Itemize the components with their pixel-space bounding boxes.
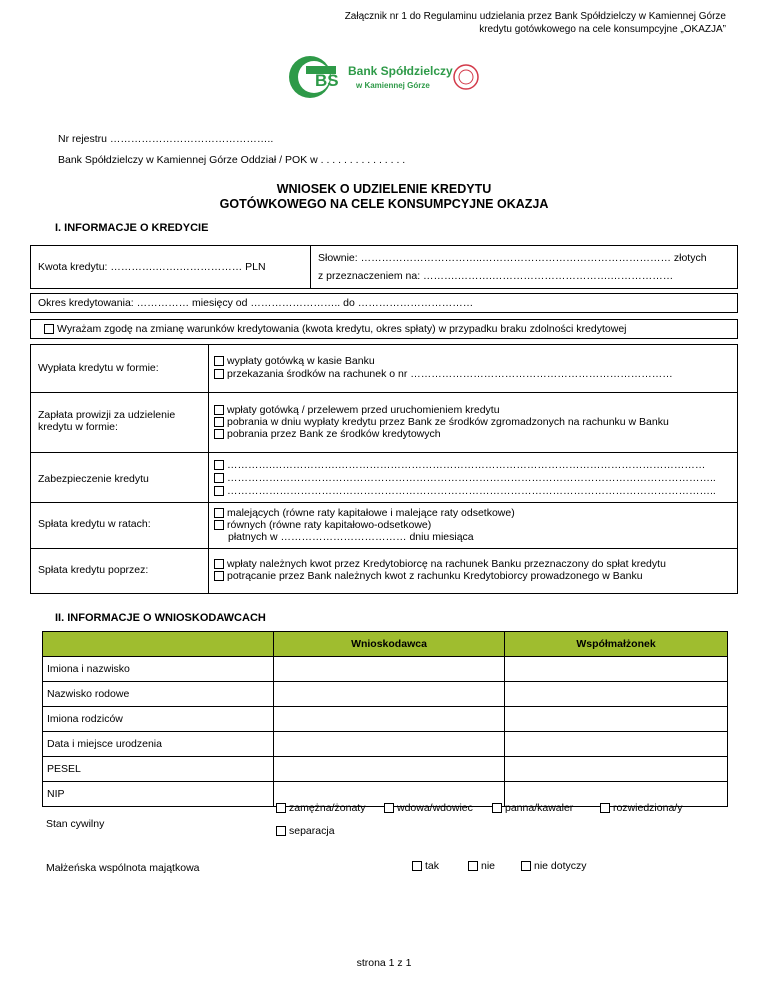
checkbox[interactable] — [412, 861, 422, 871]
logo-mark: BS — [315, 71, 339, 90]
spouse-pesel-cell[interactable] — [505, 757, 728, 782]
row-label-nip: NIP — [43, 782, 274, 807]
annex-header — [345, 10, 726, 36]
checkbox[interactable] — [214, 508, 224, 518]
payout-option-cash[interactable]: wypłaty gotówką w kasie Banku — [214, 355, 375, 367]
checkbox[interactable] — [214, 559, 224, 569]
col-spouse: Współmałżonek — [505, 632, 728, 657]
checkbox[interactable] — [214, 571, 224, 581]
applicant-names-cell[interactable] — [274, 657, 505, 682]
repayment-option-transfer[interactable]: wpłaty należnych kwot przez Kredytobiorcę na rachunek Banku przeznaczony do spłat kredytu — [214, 558, 666, 570]
checkbox[interactable] — [214, 429, 224, 439]
consent-option[interactable] — [44, 323, 627, 335]
marital-status-label: Stan cywilny — [46, 818, 105, 830]
section-2-heading: II. INFORMACJE O WNIOSKODAWCACH — [55, 612, 266, 624]
row-label-birth: Data i miejsce urodzenia — [43, 732, 274, 757]
installment-day-field[interactable]: płatnych w ……………………………… dniu miesiąca — [228, 531, 474, 543]
section-1-heading: I. INFORMACJE O KREDYCIE — [55, 222, 209, 234]
installments-option-equal[interactable]: równych (równe raty kapitałowo-odsetkowe) — [214, 519, 431, 531]
payout-label: Wypłata kredytu w formie: — [38, 362, 159, 374]
commission-label-1: Zapłata prowizji za udzielenie — [38, 409, 176, 421]
registry-number: Nr rejestru ……………………………………….. — [58, 133, 274, 145]
form-title — [0, 182, 768, 212]
table-row — [43, 732, 728, 757]
applicants-header-row — [43, 632, 728, 657]
property-option-yes[interactable]: tak — [412, 860, 439, 872]
checkbox[interactable] — [384, 803, 394, 813]
row-label-parents: Imiona rodziców — [43, 707, 274, 732]
checkbox[interactable] — [492, 803, 502, 813]
repayment-label: Spłata kredytu poprzez: — [38, 564, 149, 576]
form-title-line-1: WNIOSEK O UDZIELENIE KREDYTU — [276, 182, 492, 196]
checkbox[interactable] — [214, 520, 224, 530]
marital-option-single[interactable]: panna/kawaler — [492, 802, 573, 814]
commission-label-2: kredytu w formie: — [38, 421, 118, 433]
checkbox[interactable] — [214, 405, 224, 415]
checkbox[interactable] — [214, 369, 224, 379]
applicant-birth-cell[interactable] — [274, 732, 505, 757]
installments-option-decreasing[interactable]: malejących (równe raty kapitałowe i malejące raty odsetkowe) — [214, 507, 515, 519]
property-community-label: Małżeńska wspólnota majątkowa — [46, 862, 200, 874]
checkbox[interactable] — [276, 826, 286, 836]
commission-option-account[interactable]: pobrania w dniu wypłaty kredytu przez Bank ze środków zgromadzonych na rachunku w Banku — [214, 416, 669, 428]
applicant-maiden-name-cell[interactable] — [274, 682, 505, 707]
table-row — [43, 707, 728, 732]
checkbox[interactable] — [214, 460, 224, 470]
table-row — [43, 657, 728, 682]
consent-checkbox[interactable] — [44, 324, 54, 334]
marital-option-married[interactable]: zamężna/żonaty — [276, 802, 365, 814]
logo-sub: w Kamiennej Górze — [356, 81, 430, 90]
branch-line: Bank Spółdzielczy w Kamiennej Górze Oddział / POK w . . . . . . . . . . . . . . . — [58, 154, 406, 166]
row-label-names: Imiona i nazwisko — [43, 657, 274, 682]
spouse-maiden-name-cell[interactable] — [505, 682, 728, 707]
payout-option-transfer[interactable]: przekazania środków na rachunek o nr ………………………………………………………………… — [214, 368, 673, 380]
credit-period-field[interactable]: Okres kredytowania: …………… miesięcy od …………………….. do …………………………… — [38, 297, 474, 309]
purpose-field[interactable]: z przeznaczeniem na: ……….……….…………………………….……………… — [318, 270, 674, 282]
installments-label: Spłata kredytu w ratach: — [38, 518, 151, 530]
annex-line-1: Załącznik nr 1 do Regulaminu udzielania przez Bank Spółdzielczy w Kamiennej Górze — [344, 11, 726, 22]
commission-option-cash[interactable]: wpłaty gotówką / przelewem przed uruchomieniem kredytu — [214, 404, 500, 416]
collateral-label: Zabezpieczenie kredytu — [38, 473, 149, 485]
marital-option-separated[interactable]: separacja — [276, 825, 335, 837]
table-row — [43, 757, 728, 782]
checkbox[interactable] — [214, 417, 224, 427]
checkbox[interactable] — [600, 803, 610, 813]
repayment-option-deduction[interactable]: potrącanie przez Bank należnych kwot z rachunku Kredytobiorcy prowadzonego w Banku — [214, 570, 643, 582]
spouse-birth-cell[interactable] — [505, 732, 728, 757]
consent-text: Wyrażam zgodę na zmianę warunków kredytowania (kwota kredytu, okres spłaty) w przypadku braku zdolności kredytowej — [57, 323, 627, 335]
checkbox[interactable] — [214, 356, 224, 366]
row-label-maiden-name: Nazwisko rodowe — [43, 682, 274, 707]
col-applicant: Wnioskodawca — [274, 632, 505, 657]
form-title-line-2: GOTÓWKOWEGO NA CELE KONSUMPCYJNE OKAZJA — [219, 197, 549, 211]
property-option-na[interactable]: nie dotyczy — [521, 860, 587, 872]
amount-in-words-field[interactable]: Słownie: ……………………………..……………………………………………… złotych — [318, 252, 707, 264]
checkbox[interactable] — [214, 486, 224, 496]
collateral-option-2[interactable]: ………………………………………………………………………………………………………………………….. — [214, 472, 716, 484]
checkbox[interactable] — [276, 803, 286, 813]
checkbox[interactable] — [468, 861, 478, 871]
credit-amount-field[interactable]: Kwota kredytu: ………….…….……………… PLN — [38, 261, 266, 273]
bank-logo-graphic — [288, 54, 488, 104]
marital-option-divorced[interactable]: rozwiedziona/y — [600, 802, 682, 814]
property-option-no[interactable]: nie — [468, 860, 495, 872]
row-label-pesel: PESEL — [43, 757, 274, 782]
collateral-option-3[interactable]: ………………………………………………………………………………………………………………………….. — [214, 485, 716, 497]
applicant-pesel-cell[interactable] — [274, 757, 505, 782]
annex-line-2: kredytu gotówkowego na cele konsumpcyjne „OKAZJA” — [479, 24, 726, 35]
collateral-option-1[interactable]: ………….……………….…………………………………………………………………………………………… — [214, 459, 705, 471]
logo-name: Bank Spółdzielczy — [348, 64, 453, 78]
page-number: strona 1 z 1 — [356, 957, 412, 969]
marital-option-widowed[interactable]: wdowa/wdowiec — [384, 802, 473, 814]
table-row — [43, 682, 728, 707]
applicant-parents-cell[interactable] — [274, 707, 505, 732]
bank-logo — [288, 54, 488, 104]
applicants-header-empty — [43, 632, 274, 657]
checkbox[interactable] — [521, 861, 531, 871]
spouse-names-cell[interactable] — [505, 657, 728, 682]
commission-option-credit[interactable]: pobrania przez Bank ze środków kredytowych — [214, 428, 441, 440]
spouse-parents-cell[interactable] — [505, 707, 728, 732]
applicants-table — [42, 631, 728, 807]
checkbox[interactable] — [214, 473, 224, 483]
